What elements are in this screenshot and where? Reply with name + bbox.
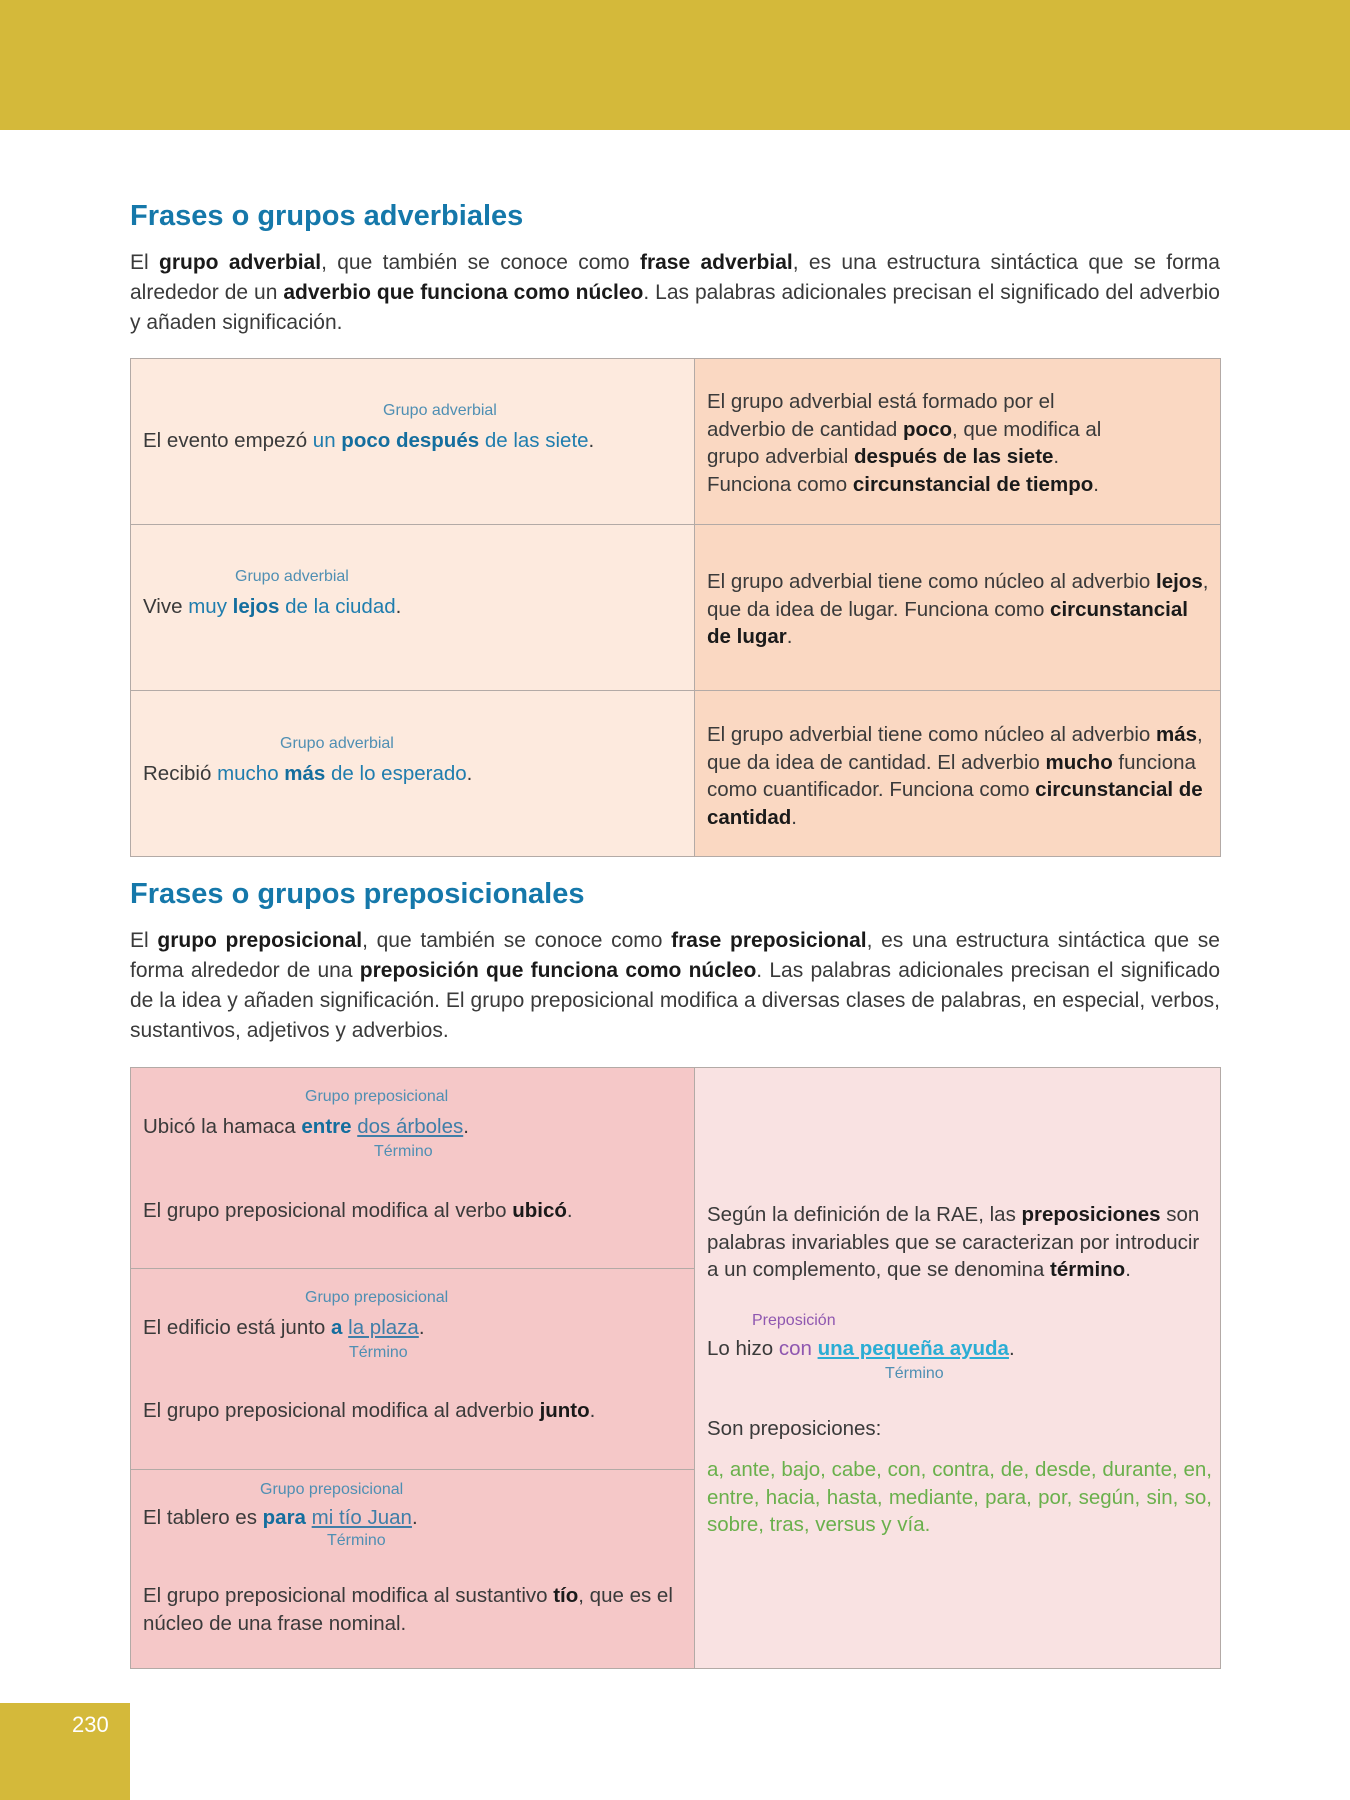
group-label: Grupo adverbial [383, 402, 497, 419]
prepositional-example-cell [130, 1067, 695, 1269]
example-sentence: Recibió mucho más de lo esperado. [143, 762, 473, 785]
example-sentence: El edificio está junto a la plaza. [143, 1316, 425, 1339]
list-title: Son preposiciones: [707, 1417, 882, 1440]
preposition-list: a, ante, bajo, cabe, con, contra, de, desde, durante, en, entre, hacia, hasta, mediante, para, por, según, sin, so, sobre, tras, versus y vía. [707, 1458, 1212, 1536]
term-label: Término [374, 1143, 433, 1160]
description-text: El grupo adverbial tiene como núcleo al adverbio lejos, que da idea de lugar. Funciona como circunstancial de lugar. [707, 570, 1209, 648]
modification-note: El grupo preposicional modifica al verbo ubicó. [143, 1199, 573, 1222]
description-text: El grupo adverbial está formado por el adverbio de cantidad poco, que modifica al grupo adverbial después de las siete. Funciona como circunstancial de tiempo. [707, 390, 1102, 496]
preposition-example: Lo hizo con una pequeña ayuda. [707, 1337, 1015, 1360]
group-label: Grupo preposicional [305, 1088, 449, 1105]
header-band [0, 0, 1350, 130]
modification-note: El grupo preposicional modifica al sustantivo tío, que es el núcleo de una frase nominal. [143, 1584, 673, 1635]
example-sentence: Vive muy lejos de la ciudad. [143, 595, 402, 618]
example-sentence: El tablero es para mi tío Juan. [143, 1506, 418, 1529]
adverbial-example-cell [130, 690, 695, 857]
group-label: Grupo adverbial [235, 568, 349, 585]
adverbial-description-cell [694, 690, 1221, 857]
group-label: Grupo preposicional [305, 1289, 449, 1306]
term-label: Término [349, 1344, 408, 1361]
intro-preposicionales: El grupo preposicional, que también se conoce como frase preposicional, es una estructura sintáctica que se forma alrededor de una preposición que funciona como núcleo. Las palabras adicionales precisan el significado de la idea y añaden significación. El grupo preposicional modifica a diversas clases de palabras, en especial, verbos, sustantivos, adjetivos y adverbios. [130, 929, 1220, 1042]
description-text: El grupo adverbial tiene como núcleo al adverbio más, que da idea de cantidad. El adverbio mucho funciona como cuantificador. Funciona como circunstancial de cantidad. [707, 723, 1203, 829]
example-sentence: El evento empezó un poco después de las siete. [143, 429, 595, 452]
page-number: 230 [72, 1712, 109, 1737]
modification-note: El grupo preposicional modifica al adverbio junto. [143, 1399, 596, 1422]
prepositional-example-cell [130, 1268, 695, 1470]
preposition-label: Preposición [752, 1312, 836, 1329]
preposition-info-cell [694, 1067, 1221, 1669]
section-title-preposicionales: Frases o grupos preposicionales [130, 878, 585, 910]
intro-adverbiales: El grupo adverbial, que también se conoce como frase adverbial, es una estructura sintáctica que se forma alrededor de un adverbio que funciona como núcleo. Las palabras adicionales precisan el significado del adverbio y añaden significación. [130, 251, 1220, 334]
page-number-tab [0, 1703, 130, 1800]
adverbial-example-cell [130, 358, 695, 525]
adverbial-example-cell [130, 524, 695, 691]
group-label: Grupo preposicional [260, 1481, 404, 1498]
term-label: Término [885, 1365, 944, 1382]
section-title-adverbiales: Frases o grupos adverbiales [130, 200, 524, 232]
prepositional-example-cell [130, 1469, 695, 1669]
group-label: Grupo adverbial [280, 735, 394, 752]
term-label: Término [327, 1532, 386, 1549]
example-sentence: Ubicó la hamaca entre dos árboles. [143, 1115, 469, 1138]
adverbial-description-cell [694, 524, 1221, 691]
rae-definition: Según la definición de la RAE, las preposiciones son palabras invariables que se caracterizan por introducir a un complemento, que se denomina término. [707, 1203, 1200, 1281]
adverbial-description-cell [694, 358, 1221, 525]
